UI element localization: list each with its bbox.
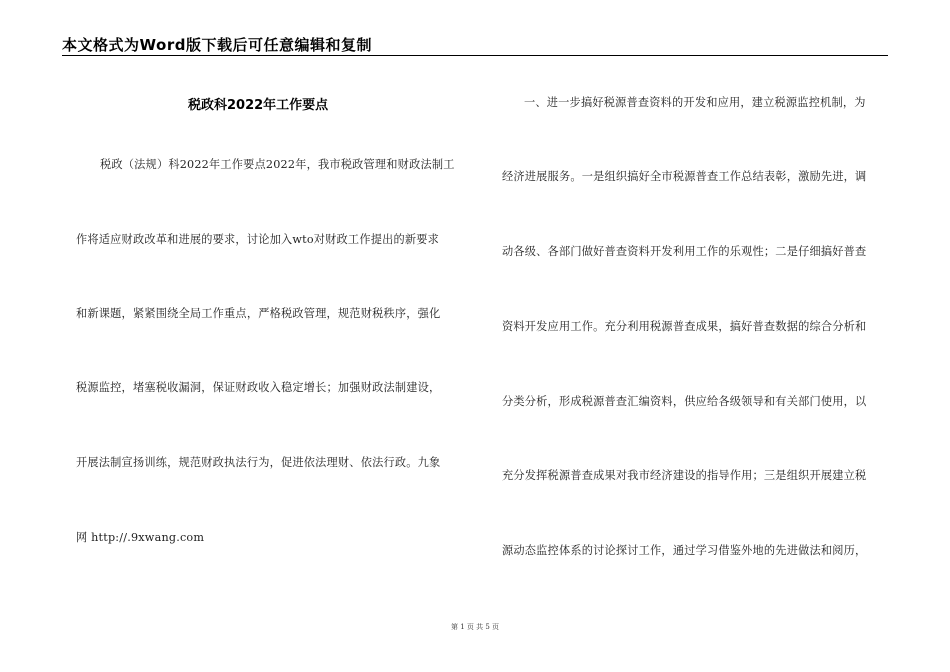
left-paragraph-line: 开展法制宣扬训练，规范财政执法行为，促进依法理财、依法行政。九象 — [76, 456, 441, 469]
right-paragraph-line: 资料开发应用工作。充分利用税源普查成果，搞好普查数据的综合分析和 — [502, 320, 867, 333]
left-paragraph-line: 税源监控，堵塞税收漏洞，保证财政收入稳定增长；加强财政法制建设， — [76, 381, 441, 394]
right-paragraph-line: 动各级、各部门做好普查资料开发利用工作的乐观性；二是仔细搞好普查 — [502, 245, 867, 258]
left-paragraph-line: 作将适应财政改革和进展的要求，讨论加入wto对财政工作提出的新要求 — [76, 233, 440, 246]
right-paragraph-line: 一、进一步搞好税源普查资料的开发和应用，建立税源监控机制，为 — [524, 96, 866, 109]
document-title: 税政科2022年工作要点 — [188, 98, 329, 113]
page-number: 第 1 页 共 5 页 — [450, 623, 500, 631]
header-divider — [62, 55, 888, 56]
header-banner: 本文格式为Word版下载后可任意编辑和复制 — [62, 36, 372, 54]
right-paragraph-line: 源动态监控体系的讨论探讨工作，通过学习借鉴外地的先进做法和阅历， — [502, 544, 867, 557]
left-paragraph-line: 税政（法规）科2022年工作要点2022年，我市税政管理和财政法制工 — [100, 158, 455, 171]
right-paragraph-line: 分类分析，形成税源普查汇编资料，供应给各级领导和有关部门使用，以 — [502, 395, 867, 408]
right-paragraph-line: 充分发挥税源普查成果对我市经济建设的指导作用；三是组织开展建立税 — [502, 469, 867, 482]
right-paragraph-line: 经济进展服务。一是组织搞好全市税源普查工作总结表彰，激励先进，调 — [502, 170, 867, 183]
left-paragraph-line: 网 http://.9xwang.com — [76, 531, 205, 544]
left-paragraph-line: 和新课题，紧紧围绕全局工作重点，严格税政管理，规范财税秩序，强化 — [76, 307, 441, 320]
